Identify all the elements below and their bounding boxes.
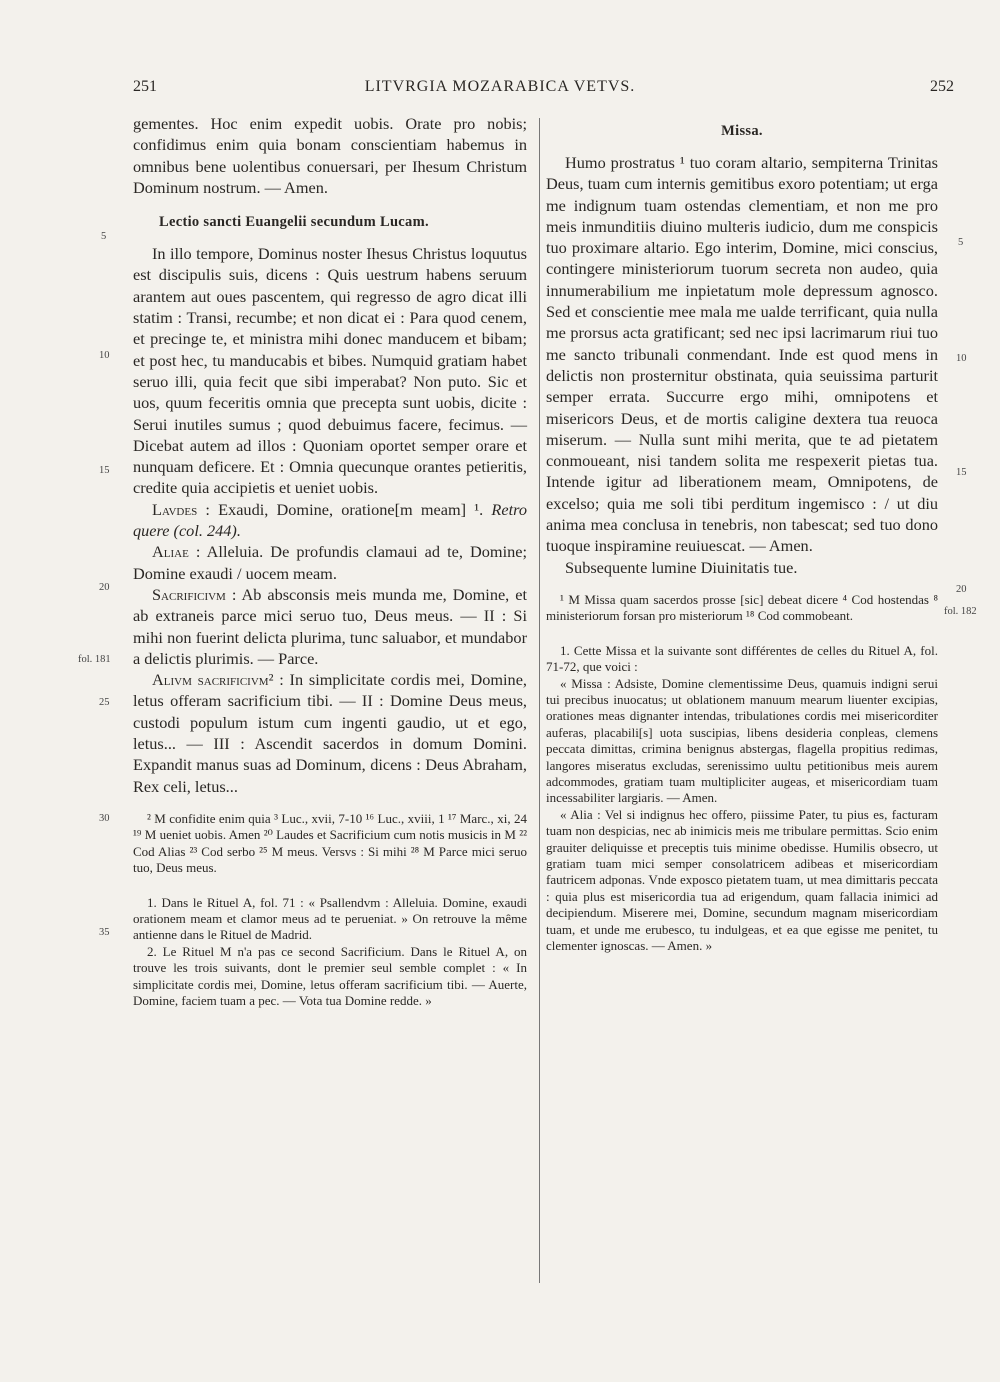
laudes-ref: Retro quere (col. 244). bbox=[133, 499, 527, 541]
subsequente-text: Subsequente lumine Diuinitatis tue. bbox=[565, 557, 798, 577]
missa-heading: Missa. bbox=[721, 123, 763, 139]
margin-line-25-left: 25 bbox=[99, 697, 110, 708]
running-title: LITVRGIA MOZARABICA VETVS. bbox=[364, 78, 636, 95]
margin-line-20-left: 20 bbox=[99, 582, 110, 593]
margin-line-15-right: 15 bbox=[956, 467, 967, 478]
sacrificium-text: : Ab absconsis meis munda me, Domine, et ab extraneis parce mici seruo tuo, Deus meus. — II : Si mihi non fuerint delicta plurima, tunc saluabor, et mundabor a delictis plurimis. — Parce. bbox=[133, 584, 527, 668]
margin-line-10-left: 10 bbox=[99, 350, 110, 361]
margin-line-35-left: 35 bbox=[99, 927, 110, 938]
left-variant-notes: ² M confidite enim quia ³ Luc., xvii, 7-10 ¹⁶ Luc., xviii, 1 ¹⁷ Marc., xi, 24 ¹⁹ M ueniet uobis. Amen ²⁰ Laudes et Sacrificium cum notis musicis in M ²² Cod Alias ²³ Cod serbo ²⁵ M meus. Versvs : Si mihi ²⁸ M Parce mici seruo tuo, Deus meus. bbox=[133, 810, 527, 876]
aliae-text: : Alleluia. De profundis clamaui ad te, Domine; Domine exaudi / uocem meam. bbox=[133, 542, 527, 583]
margin-line-15-left: 15 bbox=[99, 465, 110, 476]
left-column bbox=[133, 113, 527, 1009]
column-divider bbox=[539, 118, 540, 1283]
right-column bbox=[546, 113, 938, 954]
left-footnote-1: 1. Dans le Rituel A, fol. 71 : « Psallendvm : Alleluia. Domine, exaudi orationem meam et clamor meus ad te perueniat. » On retrouve la même antienne dans le Rituel de Madrid. bbox=[133, 894, 527, 943]
aliae-label: Aliae bbox=[152, 542, 189, 562]
margin-folio-181: fol. 181 bbox=[78, 654, 111, 665]
page-header bbox=[0, 78, 1000, 102]
margin-line-20-right: 20 bbox=[956, 584, 967, 595]
missa-text: Humo prostratus ¹ tuo coram altario, sempiterna Trinitas Deus, tuam cum internis gemitibus exoro potentiam; ut erga me indignum tuam ostendas clementiam, et non me pro meis inmunditiis diuino multeris iudicio, dum me conspicis tuo proximare altario. Ego interim, Domine, mici conscius, contingere ministeriorum tuorum secreta non audeo, quia innumerabilium me inpietatum mole depressum agnosco. Sed et conscientie mee mala me ualde terrificant, quia nulla me prorsus acta gratificant; sed nec ipsi lacrimarum riui tuo me sancto tribunali conmendant. Inde est quod mens in delictis non prosternitur obstinata, quia seuissima parturit semper errata. Succurre ergo mihi, omnipotens et misericors Deus, et de mortis caligine dextera tua reuoca miserum. — Nulla sunt mihi merita, que te ad pietatem conmoueant, nisi tandem solita me respexerit pietas tua. Intende igitur ad liberationem meam, Omnipotens, de excelso; quia me soli tibi perditum ingemisco : / ut diu anima mea conclusa in tenebris, non tabescat; sed tuo dono tuoque inspiramine reuiuescat. — Amen. bbox=[546, 153, 938, 556]
aliae-paragraph bbox=[133, 541, 527, 584]
footnote-missa: « Missa : Adsiste, Domine clementissime Deus, quamuis indigni serui tui precibus inuocatus; ut oblationem manuum mearum liuenter excipias, orationes meas dignanter intendas, tribulationes cordis mei misericorditer auferas, placabili[s] uota suscipias, libens desideria conpleas, clemens peccata dimittas, crimina benignus abstergas, flagella propitius redimas, langores miseratus excludas, serenissimo uultu petitionibus meis aurem adcommodes, gratiam tuam multipliciter augeas, et misericordiam tuam incessabiliter largiaris. — Amen. bbox=[546, 675, 938, 806]
page-number-right: 252 bbox=[930, 78, 954, 95]
laudes-label: Lavdes bbox=[152, 499, 198, 519]
left-footnote-2: 2. Le Rituel M n'a pas ce second Sacrificium. Dans le Rituel A, on trouve les trois suivants, dont le premier seul semble complet : « In simplicitate cordis mei, Domine, letus offeram sacrificium tibi. — Auerte, Domine, faciem tuam a pec. — Vota tua Domine redde. » bbox=[133, 943, 527, 1008]
alium-paragraph bbox=[133, 669, 527, 797]
alium-text: ² : In simplicitate cordis mei, Domine, letus offeram sacrificium tibi. — II : Domine Deus meus, custodi populum istum cum ingenti gaudio, ut et ego, letus... — III : Ascendit sacerdos in domum Domini. Expandit manus suas ad Dominum, dicens : Deus Abraham, Rex celi, letus... bbox=[133, 670, 527, 796]
footnote-alia: « Alia : Vel si indignus hec offero, piissime Pater, tu pius es, facturam tuam non despicias, nec ab inimicis meis me tribulare permittas. Scio enim grauiter deliquisse et preceptis tuis minime obedisse. Humilis obsecro, ut gratiam tuam mici semper consolatricem adibeas et misericordiam fautricem adponas. Vnde exposco pietatem tuam, ut mea dimittaris peccata : quia plus est misericordia tua ad erigendum, quam fallacia inimici ad decipiendum. Miserere mei, Domine, secundum magnam misericordiam tuam, et unde me erubesco, tu indulgeas, et ea que egisse me penitet, tu clementer ignoscas. — Amen. » bbox=[546, 806, 938, 954]
gospel-text: In illo tempore, Dominus noster Ihesus Christus loquutus est discipulis suis, dicens : Quis uestrum habens seruum arantem aut oues pascentem, qui regresso de agro dicat illi statim : Transi, recumbe; et non dicat ei : Para quod cenem, et precinge te, et ministra mihi donec manducem et bibam; et post hec, tu manducabis et bibes. Numquid gratiam habet seruo illi, quia fecit que sibi imperabat? Non puto. Sic et uos, quum feceritis omnia que precepta sunt uobis, dicite : Serui inutiles sumus ; quod debuimus facere, fecimus. — Dicebat autem ad illos : Quoniam oportet semper orare et nunquam deficere. Et : Omnia quecunque orantes petieritis, credite quia accipietis et ueniet uobis. bbox=[133, 244, 527, 498]
right-footnote-1: 1. Cette Missa et la suivante sont différentes de celles du Rituel A, fol. 71-72, que voici : bbox=[546, 642, 938, 675]
margin-folio-182: fol. 182 bbox=[944, 606, 977, 617]
margin-line-30-left: 30 bbox=[99, 813, 110, 824]
right-variant-notes: ¹ M Missa quam sacerdos prosse [sic] debeat dicere ⁴ Cod hostendas ⁸ ministeriorum forsan pro misteriorum ¹⁸ Cod commobeant. bbox=[546, 591, 938, 624]
alium-label: Alivm sacrificivm bbox=[152, 670, 269, 690]
sacrificium-paragraph bbox=[133, 584, 527, 669]
laudes-text: : Exaudi, Domine, oratione[m meam] ¹. bbox=[197, 499, 484, 519]
sacrificium-label: Sacrificivm bbox=[152, 584, 226, 604]
lectio-heading: Lectio sancti Euangelii secundum Lucam. bbox=[159, 214, 429, 231]
opening-text: gementes. Hoc enim expedit uobis. Orate pro nobis; confidimus enim quia bonam conscientiam habemus in omnibus bene uolentibus conuersari, per Ihesum Christum Dominum nostrum. — Amen. bbox=[133, 114, 527, 197]
margin-line-5-right: 5 bbox=[958, 237, 964, 248]
page-number-left: 251 bbox=[133, 78, 157, 95]
laudes-paragraph bbox=[133, 499, 527, 542]
margin-line-5-left: 5 bbox=[101, 231, 107, 242]
margin-line-10-right: 10 bbox=[956, 353, 967, 364]
